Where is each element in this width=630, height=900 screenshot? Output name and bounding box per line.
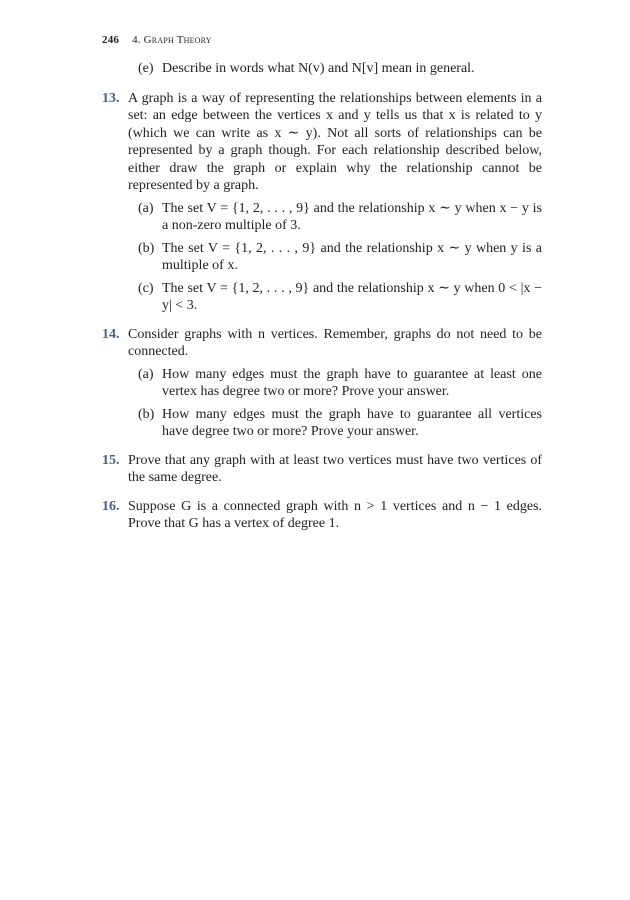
subitem-text: Describe in words what N(v) and N[v] mean in general. [162,61,475,76]
exercise-14-subitem-b [128,406,542,441]
exercise-number: 16. [102,498,120,514]
exercise-13 [102,90,542,315]
subitem-label: (a) [138,366,154,382]
subitem-label: (b) [138,240,155,256]
chapter-title: 4. Graph Theory [132,34,212,46]
exercise-subitem-e [102,60,542,78]
exercise-list [102,60,542,533]
exercise-13-subitem-c [128,280,542,315]
subitem-text: The set V = {1, 2, . . . , 9} and the relationship x ∼ y when 0 < |x − y| < 3. [162,280,542,313]
page-number: 246 [102,34,120,46]
subitem-label: (e) [138,61,154,76]
exercise-15 [102,452,542,487]
subitem-label: (a) [138,200,154,216]
exercise-number: 14. [102,326,120,342]
subitem-text: How many edges must the graph have to guarantee all vertices have degree two or more? Prove your answer. [162,406,542,439]
exercise-13-subitem-a [128,200,542,235]
subitem-text: The set V = {1, 2, . . . , 9} and the relationship x ∼ y when x − y is a non-zero multiple of 3. [162,200,542,233]
exercise-13-subitem-b [128,240,542,275]
exercise-text: Prove that any graph with at least two vertices must have two vertices of the same degree. [128,452,542,485]
exercise-number: 15. [102,452,120,468]
exercise-number: 13. [102,90,120,106]
exercise-14 [102,326,542,441]
exercise-16 [102,498,542,533]
exercise-text: Consider graphs with n vertices. Remember, graphs do not need to be connected. [128,326,542,359]
subitem-text: The set V = {1, 2, . . . , 9} and the relationship x ∼ y when y is a multiple of x. [162,240,542,273]
running-header [102,34,212,46]
exercise-text: A graph is a way of representing the relationships between elements in a set: an edge between the vertices x and y tells us that x is related to y (which we can write as x ∼ y). Not all sorts of relationships can be represented by a graph though. For each relationship described below, either draw the graph or explain why the relationship cannot be represented by a graph. [128,90,542,193]
subitem-label: (c) [138,280,154,296]
subitem-text: How many edges must the graph have to guarantee at least one vertex has degree two or more? Prove your answer. [162,366,542,399]
exercise-text: Suppose G is a connected graph with n > 1 vertices and n − 1 edges. Prove that G has a vertex of degree 1. [128,498,542,531]
exercise-14-subitem-a [128,366,542,401]
subitem-label: (b) [138,406,155,422]
